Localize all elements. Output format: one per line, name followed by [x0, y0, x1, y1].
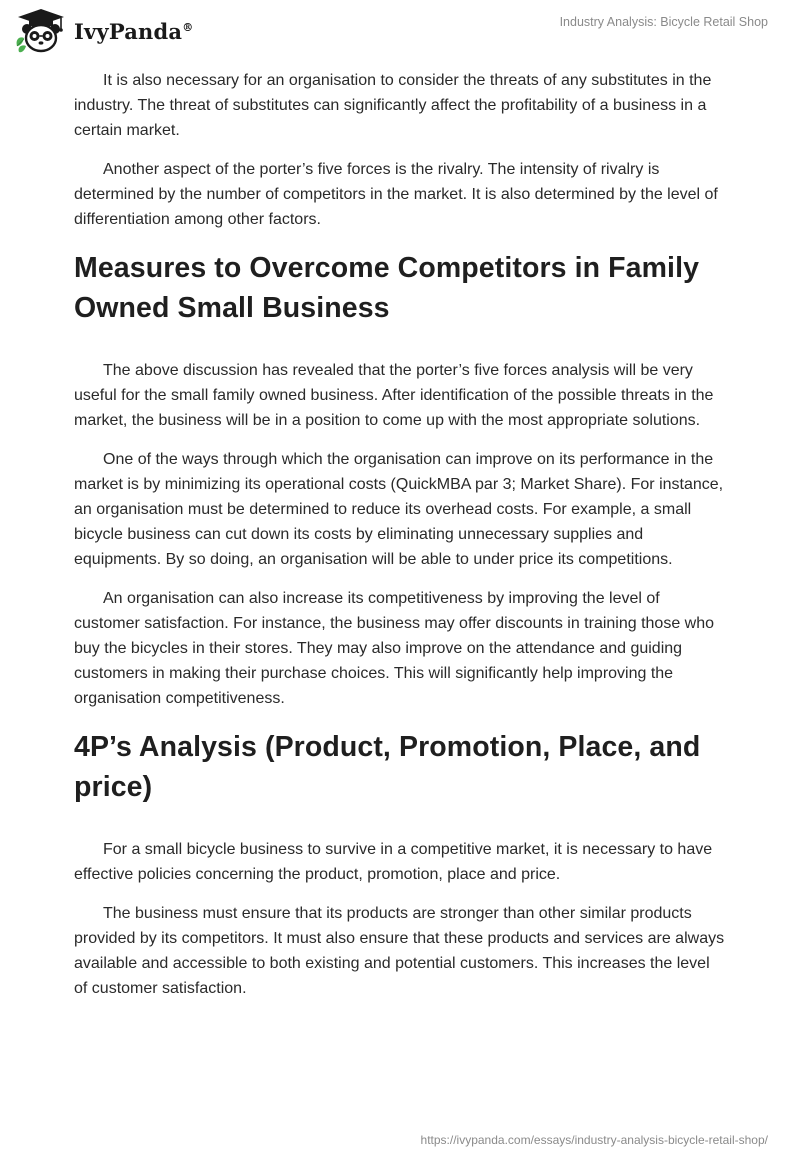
paragraph-discussion: The above discussion has revealed that the porter’s five forces analysis will be very useful for the small family owned business. After identification of the possible threats in the market, the business will be in a position to come up with the most appropriate solutions. [74, 362, 714, 429]
source-url-link[interactable]: https://ivypanda.com/essays/industry-analysis-bicycle-retail-shop/ [420, 1133, 768, 1147]
panda-graduate-icon [14, 8, 68, 54]
paragraph-products: The business must ensure that its products are stronger than other similar products provided by its competitors. It must also ensure that these products and services are always available and accessible to both existing and potential customers. This increases the level of customer satisfaction. [74, 905, 725, 997]
brand-name: IvyPanda® [74, 18, 194, 44]
essay-body [74, 68, 726, 1015]
heading-4ps-analysis: 4P’s Analysis (Product, Promotion, Place, and price) [74, 731, 701, 803]
paragraph-operational-costs: One of the ways through which the organisation can improve on its performance in the market is by minimizing its operational costs (QuickMBA par 3; Market Share). For instance, an organisation must be determined to reduce its overhead costs. For example, a small bicycle business can cut down its costs by eliminating unnecessary supplies and equipments. By so doing, an organisation will be able to under price its competitions. [74, 451, 724, 568]
registered-mark: ® [182, 20, 194, 34]
heading-measures: Measures to Overcome Competitors in Family Owned Small Business [74, 252, 700, 324]
paragraph-rivalry: Another aspect of the porter’s five forces is the rivalry. The intensity of rivalry is determined by the number of competitors in the market. It is also determined by the level of differentiation among other factors. [74, 161, 718, 228]
ivypanda-logo[interactable] [14, 8, 193, 54]
paragraph-customer-satisfaction: An organisation can also increase its competitiveness by improving the level of customer satisfaction. For instance, the business may offer discounts in training those who buy the bicycles in their stores. They may also improve on the attendance and guiding customers in making their purchase choices. This will significantly help improving the organisation competitiveness. [74, 590, 715, 707]
document-title: Industry Analysis: Bicycle Retail Shop [559, 15, 768, 29]
paragraph-substitutes: It is also necessary for an organisation to consider the threats of any substitutes in the industry. The threat of substitutes can significantly affect the profitability of a business in a certain market. [74, 72, 712, 139]
paragraph-policies: For a small bicycle business to survive in a competitive market, it is necessary to have effective policies concerning the product, promotion, place and price. [74, 841, 713, 883]
page-header [0, 0, 800, 60]
